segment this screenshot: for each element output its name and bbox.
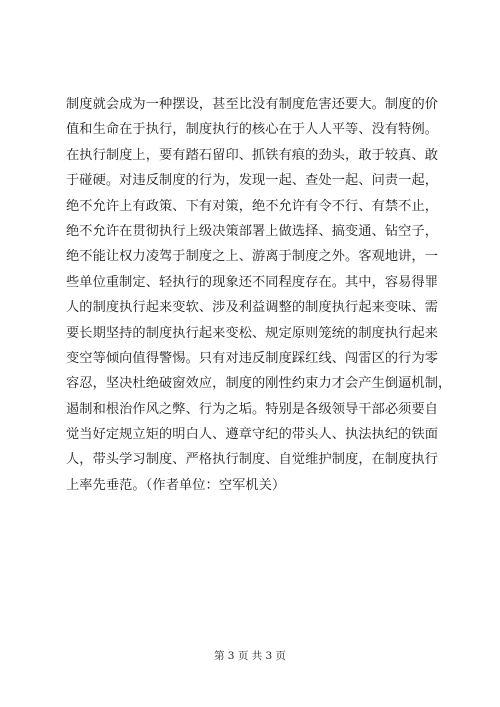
text-line: 在执行制度上，要有踏石留印、抓铁有痕的劲头，敢于较真、敢	[66, 147, 439, 163]
text-line: 值和生命在于执行，制度执行的核心在于人人平等、没有特例。	[66, 122, 439, 138]
text-line: 绝不允许在贯彻执行上级决策部署上做选择、搞变通、钻空子，	[66, 223, 439, 239]
text-line: 要长期坚持的制度执行起来变松、规定原则笼统的制度执行起来	[66, 325, 439, 341]
text-line: 上率先垂范。（作者单位：空军机关）	[66, 477, 286, 493]
text-line: 些单位重制定、轻执行的现象还不同程度存在。其中，容易得罪	[66, 274, 439, 290]
text-line: 觉当好定规立矩的明白人、遵章守纪的带头人、执法执纪的铁面	[66, 427, 439, 443]
body-paragraph	[66, 92, 452, 498]
page-number-footer: 第 3 页 共 3 页	[213, 650, 287, 662]
text-line: 于碰硬。对违反制度的行为，发现一起、查处一起、问责一起，	[66, 173, 439, 189]
text-line: 制度就会成为一种摆设，甚至比没有制度危害还要大。制度的价	[66, 97, 439, 112]
text-line: 绝不允许上有政策、下有对策，绝不允许有令不行、有禁不止，	[66, 198, 439, 214]
text-line: 人，带头学习制度、严格执行制度、自觉维护制度，在制度执行	[66, 452, 439, 468]
text-line: 人的制度执行起来变软、涉及利益调整的制度执行起来变味、需	[66, 300, 439, 316]
text-line: 绝不能让权力凌驾于制度之上、游离于制度之外。客观地讲，一	[66, 249, 439, 265]
text-line: 遏制和根治作风之弊、行为之垢。特别是各级领导干部必须要自	[66, 401, 439, 417]
text-line: 容忍，坚决杜绝破窗效应，制度的刚性约束力才会产生倒逼机制，	[66, 376, 452, 392]
text-line: 变空等倾向值得警惕。只有对违反制度踩红线、闯雷区的行为零	[66, 350, 439, 366]
